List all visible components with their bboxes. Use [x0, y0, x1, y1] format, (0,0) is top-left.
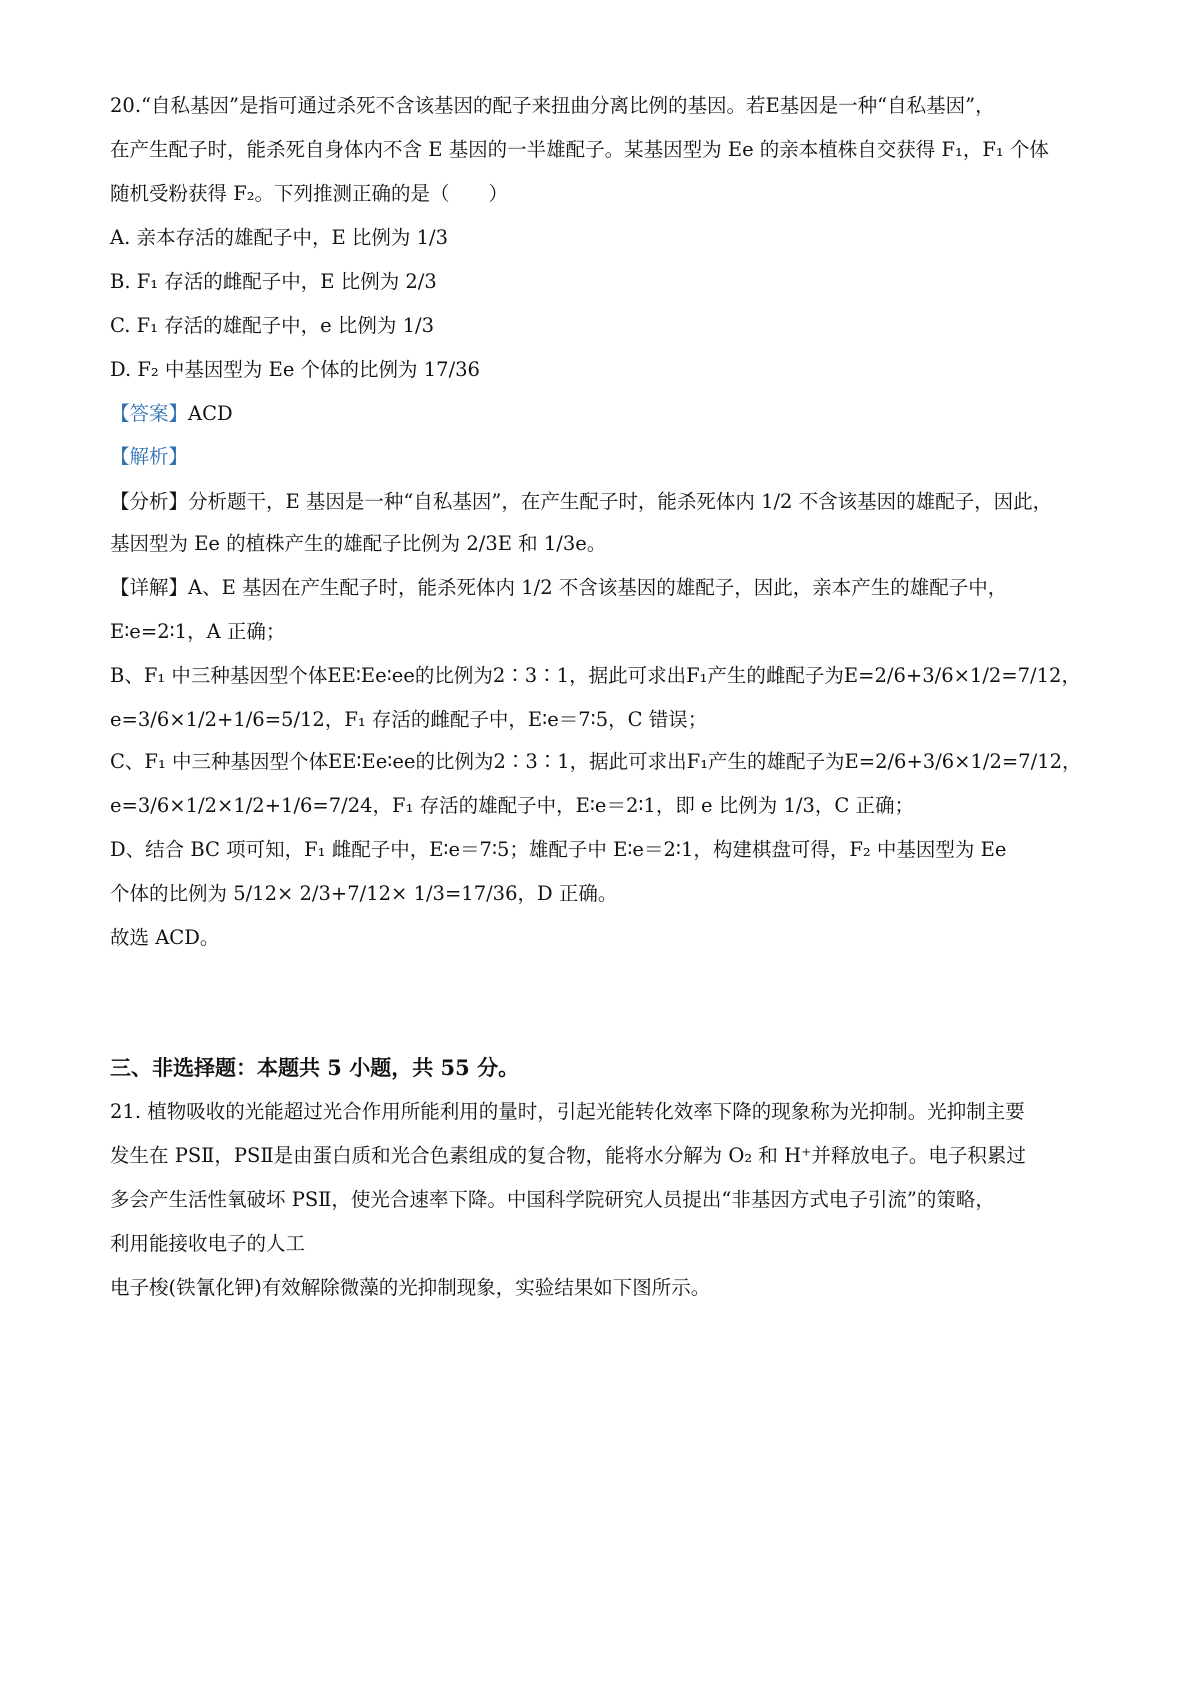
explanation-line-10: 个体的比例为 5/12× 2/3+7/12× 1/3=17/36，D 正确。 — [110, 882, 618, 905]
q21-stem-line-3: 多会产生活性氧破坏 PSⅡ，使光合速率下降。中国科学院研究人员提出“非基因方式电子引流”的策略， — [110, 1188, 995, 1211]
q20-option-b: B. F₁ 存活的雌配子中，E 比例为 2/3 — [110, 270, 437, 293]
explanation-line-11: 故选 ACD。 — [110, 926, 220, 949]
analysis-tag: 【解析】 — [110, 445, 189, 468]
q20-stem-line-2: 在产生配子时，能杀死自身体内不含 E 基因的一半雄配子。某基因型为 Ee 的亲本植株自交获得 F₁，F₁ 个体 — [110, 138, 1049, 161]
explanation-line-8: e=3/6×1/2×1/2+1/6=7/24，F₁ 存活的雄配子中，E∶e＝2∶1，即 e 比例为 1/3，C 正确； — [110, 794, 914, 817]
q20-option-c: C. F₁ 存活的雄配子中，e 比例为 1/3 — [110, 314, 434, 337]
q20-stem-line-1: 20.“自私基因”是指可通过杀死不含该基因的配子来扭曲分离比例的基因。若E基因是一种“自私基因”， — [110, 94, 995, 117]
q21-stem-line-2: 发生在 PSⅡ，PSⅡ是由蛋白质和光合色素组成的复合物，能将水分解为 O₂ 和 H⁺并释放电子。电子积累过 — [110, 1144, 1026, 1167]
explanation-line-2: 基因型为 Ee 的植株产生的雄配子比例为 2/3E 和 1/3e。 — [110, 532, 607, 555]
explanation-line-5: B、F₁ 中三种基因型个体EE∶Ee∶ee的比例为2∶3∶1，据此可求出F₁产生的雌配子为E=2/6+3/6×1/2=7/12， — [110, 664, 1081, 687]
explanation-line-9: D、结合 BC 项可知，F₁ 雌配子中，E∶e＝7∶5；雄配子中 E∶e＝2∶1，构建棋盘可得，F₂ 中基因型为 Ee — [110, 838, 1007, 861]
q20-answer — [110, 400, 1100, 428]
q20-stem-line-3: 随机受粉获得 F₂。下列推测正确的是（ ） — [110, 182, 509, 205]
answer-value: ACD — [188, 402, 233, 425]
section-heading: 三、非选择题：本题共 5 小题，共 55 分。 — [110, 1055, 520, 1080]
explanation-line-1: 【分析】分析题干，E 基因是一种“自私基因”，在产生配子时，能杀死体内 1/2 不含该基因的雄配子，因此， — [110, 490, 1053, 513]
explanation-line-3: 【详解】A、E 基因在产生配子时，能杀死体内 1/2 不含该基因的雄配子，因此，亲本产生的雄配子中， — [110, 576, 1008, 599]
q20-option-d: D. F₂ 中基因型为 Ee 个体的比例为 17/36 — [110, 358, 480, 381]
explanation-line-4: E∶e=2∶1，A 正确； — [110, 620, 286, 643]
q21-stem-line-4: 利用能接收电子的人工 — [110, 1232, 306, 1255]
explanation-line-6: e=3/6×1/2+1/6=5/12，F₁ 存活的雌配子中，E∶e＝7∶5，C 错误； — [110, 708, 708, 731]
q21-stem-line-1: 21. 植物吸收的光能超过光合作用所能利用的量时，引起光能转化效率下降的现象称为光抑制。光抑制主要 — [110, 1100, 1025, 1123]
explanation-line-7: C、F₁ 中三种基因型个体EE∶Ee∶ee的比例为2∶3∶1，据此可求出F₁产生的雄配子为E=2/6+3/6×1/2=7/12， — [110, 750, 1082, 773]
answer-tag: 【答案】 — [110, 402, 189, 425]
q21-stem-line-5: 电子梭(铁氰化钾)有效解除微藻的光抑制现象，实验结果如下图所示。 — [110, 1276, 711, 1299]
q20-option-a: A. 亲本存活的雄配子中，E 比例为 1/3 — [110, 226, 448, 249]
